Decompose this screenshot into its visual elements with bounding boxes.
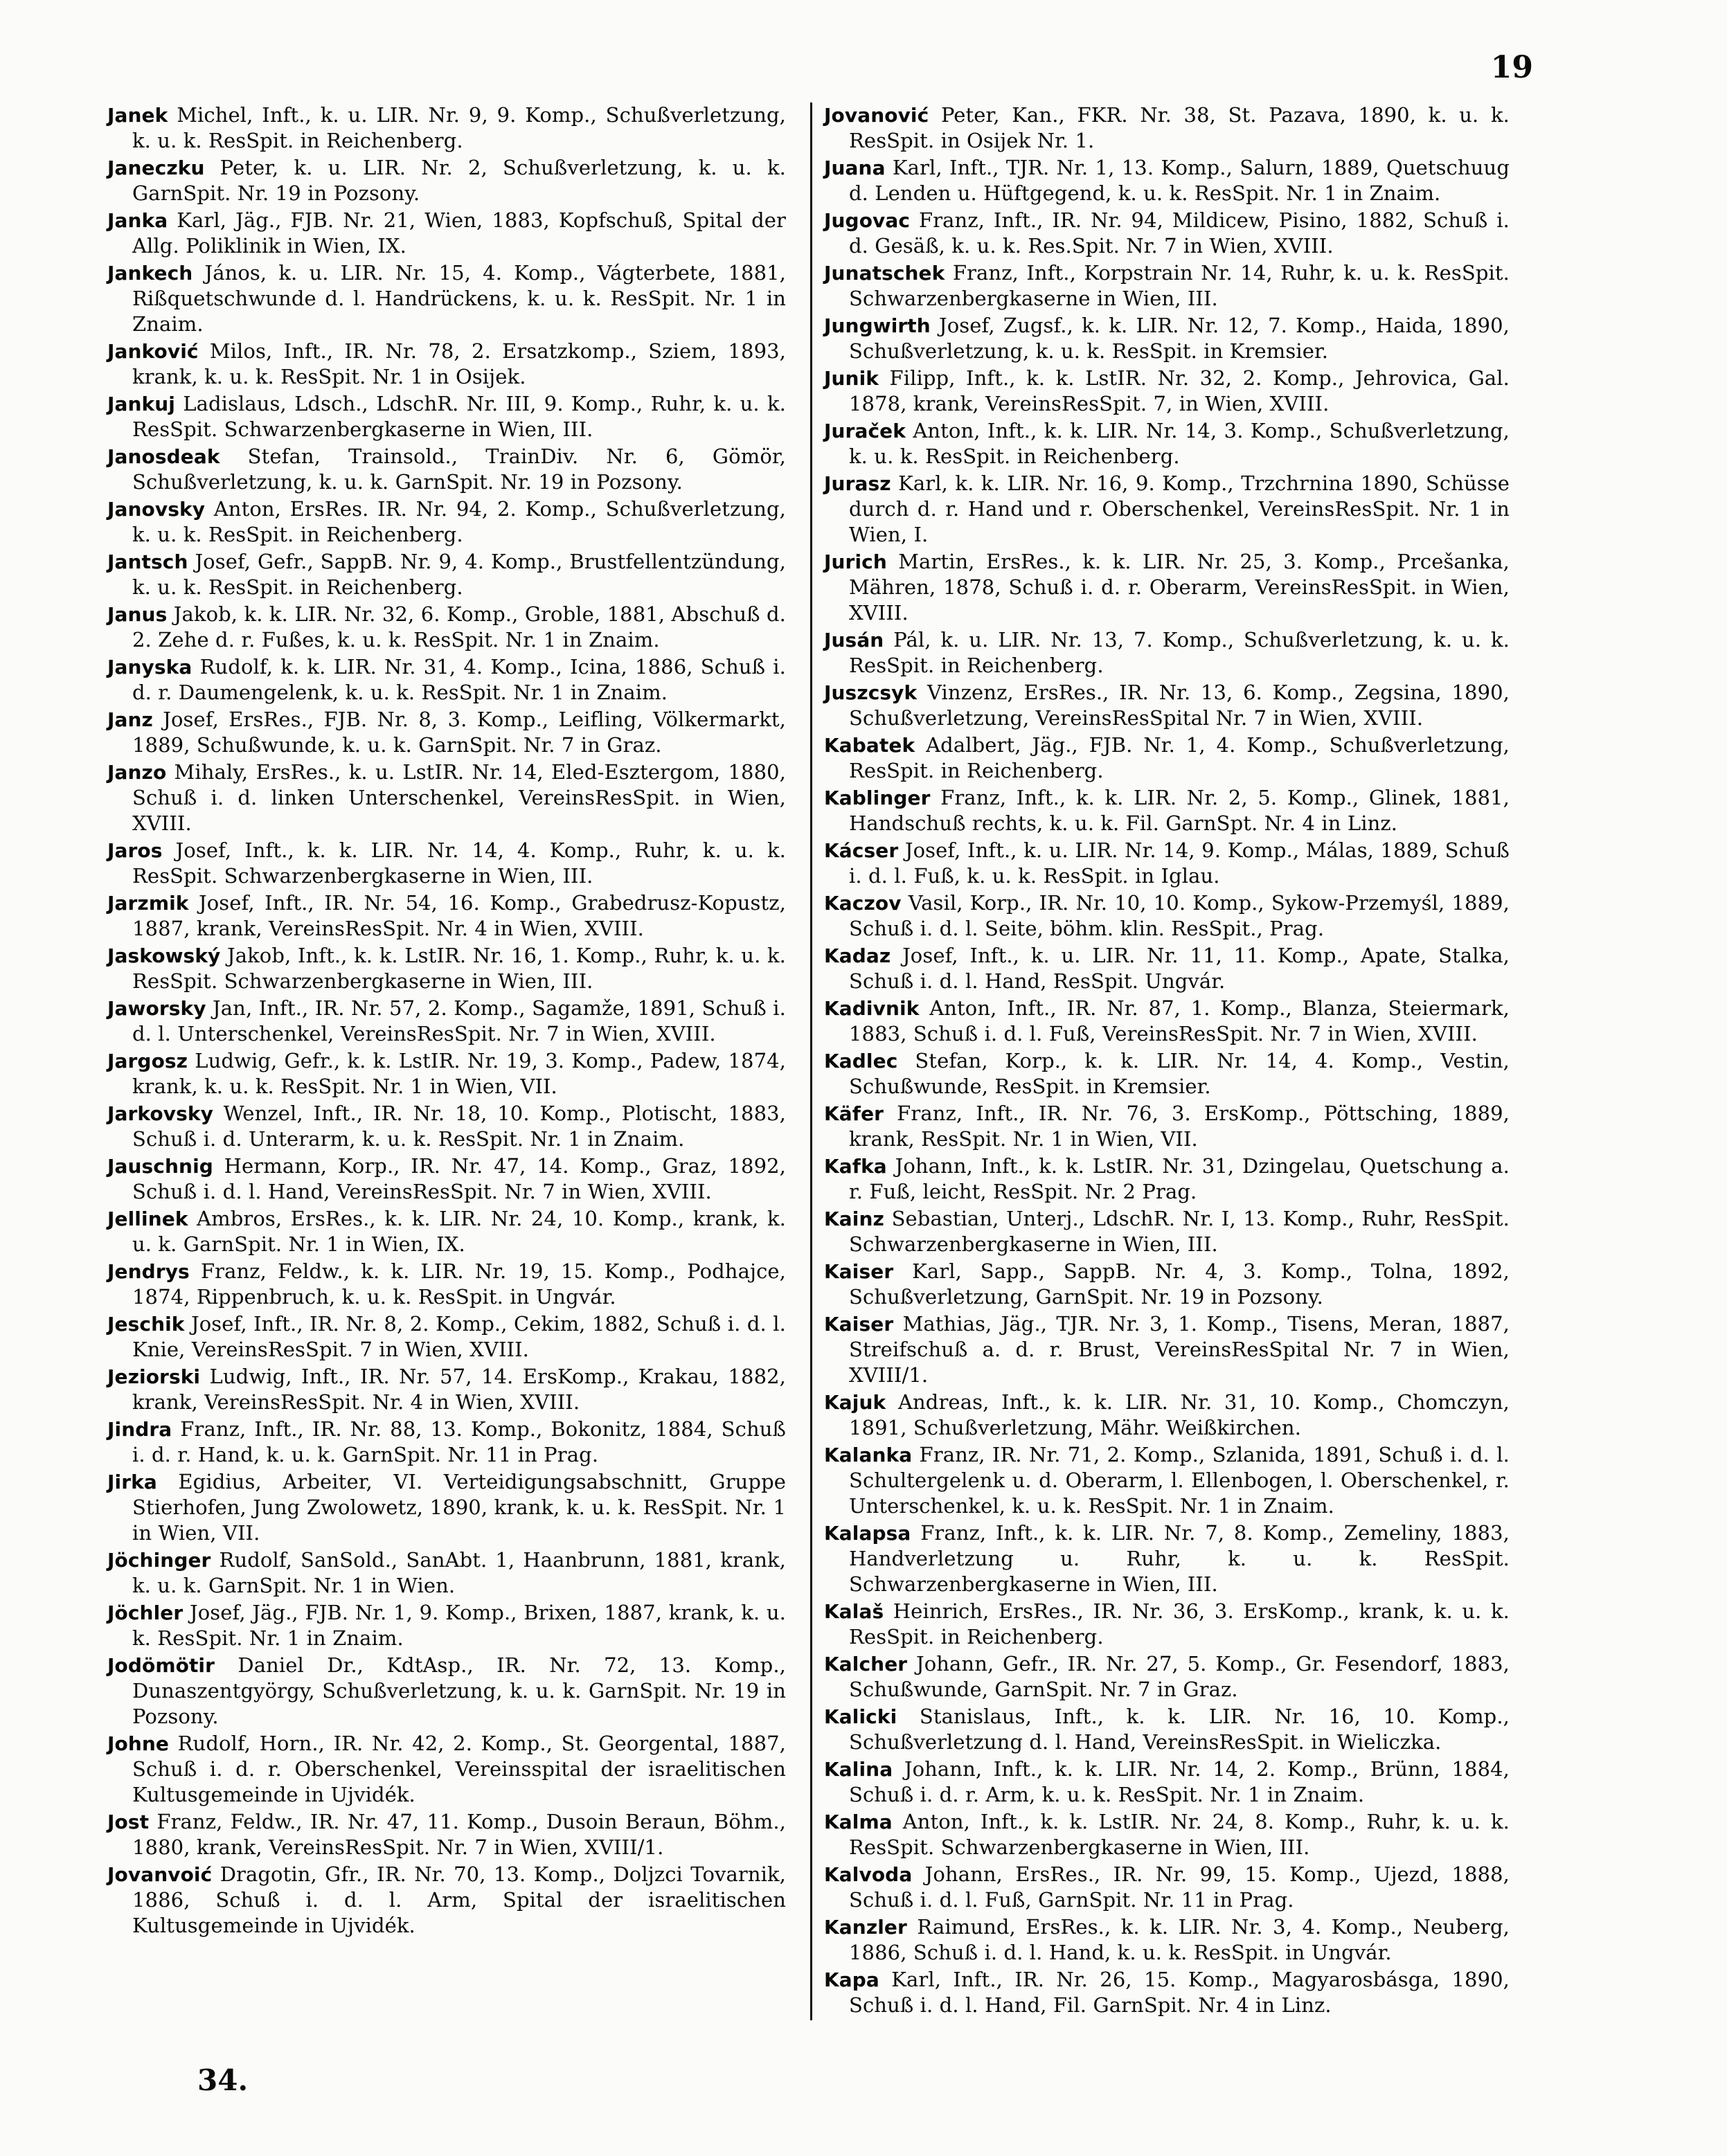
entry-text: Franz, Feldw., IR. Nr. 47, 11. Komp., Dusoin Beraun, Böhm., 1880, krank, VereinsResSpit. Nr. 7 in Wien, XVIII/1. [132, 1810, 786, 1859]
entry [824, 943, 1510, 994]
entry-name: Jöchler [107, 1601, 184, 1624]
entry [107, 943, 786, 994]
entry [107, 1809, 786, 1860]
entry-name: Jankuj [107, 393, 175, 415]
entry-text: János, k. u. LIR. Nr. 15, 4. Komp., Vágterbete, 1881, Rißquetschwunde d. l. Handrückens, k. u. k. ResSpit. Nr. 1 in Znaim. [132, 261, 786, 336]
entry-text: Johann, Inft., k. k. LstIR. Nr. 31, Dzingelau, Quetschung a. r. Fuß, leicht, ResSpit. Nr. 2 Prag. [849, 1154, 1510, 1203]
entry-name: Kalvoda [824, 1863, 913, 1886]
entry-text: Adalbert, Jäg., FJB. Nr. 1, 4. Komp., Schußverletzung, ResSpit. in Reichenberg. [849, 733, 1510, 782]
entry-name: Jindra [107, 1418, 172, 1441]
entry [824, 1259, 1510, 1310]
entry-name: Jusán [824, 629, 884, 652]
entry [824, 1651, 1510, 1703]
entry-text: Peter, Kan., FKR. Nr. 38, St. Pazava, 1890, k. u. k. ResSpit. in Osijek Nr. 1. [849, 103, 1510, 152]
entry [107, 602, 786, 653]
entry [107, 1101, 786, 1152]
entry-name: Jovanvoić [107, 1863, 213, 1886]
entry-text: Stefan, Korp., k. k. LIR. Nr. 14, 4. Komp., Vestin, Schußwunde, ResSpit. in Kremsier. [849, 1049, 1510, 1098]
entry-name: Jugovac [824, 209, 911, 232]
entry [824, 1704, 1510, 1755]
entry-text: Jan, Inft., IR. Nr. 57, 2. Komp., Sagamže, 1891, Schuß i. d. l. Unterschenkel, VereinsResSpit. Nr. 7 in Wien, XVIII. [132, 996, 787, 1045]
entry [824, 471, 1510, 548]
entry-text: Dragotin, Gfr., IR. Nr. 70, 13. Komp., Doljzci Tovarnik, 1886, Schuß i. d. l. Arm, Spital der israelitischen Kultusgemeinde in Ujvidék. [132, 1862, 786, 1937]
entry-name: Jeziorski [107, 1365, 201, 1388]
entry-text: Karl, k. k. LIR. Nr. 16, 9. Komp., Trzchrnina 1890, Schüsse durch d. r. Hand und r. Oberschenkel, VereinsResSpit. Nr. 1 in Wien, I. [849, 471, 1510, 546]
entry-text: Stefan, Trainsold., TrainDiv. Nr. 6, Gömör, Schußverletzung, k. u. k. GarnSpit. Nr. 19 in Pozsony. [132, 444, 786, 494]
entry-name: Kablinger [824, 787, 931, 809]
entry-name: Kapa [824, 1968, 879, 1991]
entry-name: Jeschik [107, 1313, 185, 1336]
entry-name: Kabatek [824, 734, 915, 757]
entry-text: Anton, Inft., k. k. LstIR. Nr. 24, 8. Komp., Ruhr, k. u. k. ResSpit. Schwarzenbergkaserne in Wien, III. [849, 1810, 1510, 1859]
entry [824, 1520, 1510, 1597]
entry-text: Franz, IR. Nr. 71, 2. Komp., Szlanida, 1891, Schuß i. d. l. Schultergelenk u. d. Oberarm, l. Ellenbogen, l. Oberschenkel, r. Unterschenkel, k. u. k. ResSpit. Nr. 1 in Znaim. [849, 1443, 1510, 1518]
entry-name: Janosdeak [107, 445, 220, 468]
entry-text: Hermann, Korp., IR. Nr. 47, 14. Komp., Graz, 1892, Schuß i. d. l. Hand, VereinsResSpit. Nr. 7 in Wien, XVIII. [132, 1154, 786, 1203]
entry-name: Jirka [107, 1471, 157, 1493]
entry-name: Janzo [107, 761, 167, 784]
entry [107, 339, 786, 390]
entry-name: Kalcher [824, 1653, 908, 1676]
entry-name: Jantsch [107, 550, 188, 573]
entry [824, 627, 1510, 679]
entry [107, 890, 786, 942]
page-number: 19 [1490, 50, 1533, 85]
entry-text: Anton, ErsRes. IR. Nr. 94, 2. Komp., Schußverletzung, k. u. k. ResSpit. in Reichenberg. [132, 497, 786, 546]
entry-text: Vinzenz, ErsRes., IR. Nr. 13, 6. Komp., Zegsina, 1890, Schußverletzung, VereinsResSpital Nr. 7 in Wien, XVIII. [849, 681, 1510, 730]
entry [107, 1469, 786, 1546]
entry [107, 838, 786, 889]
entry-text: Johann, Gefr., IR. Nr. 27, 5. Komp., Gr. Fesendorf, 1883, Schußwunde, GarnSpit. Nr. 7 in Graz. [849, 1652, 1510, 1701]
entry-name: Jost [107, 1811, 150, 1833]
entry-text: Karl, Inft., TJR. Nr. 1, 13. Komp., Salurn, 1889, Quetschuug d. Lenden u. Hüftgegend, k. u. k. ResSpit. Nr. 1 in Znaim. [849, 156, 1510, 205]
entry [824, 1206, 1510, 1257]
entry-text: Karl, Sapp., SappB. Nr. 4, 3. Komp., Tolna, 1892, Schußverletzung, GarnSpit. Nr. 19 in Pozsony. [849, 1259, 1510, 1309]
entry [107, 208, 786, 259]
entry-name: Kalina [824, 1758, 893, 1781]
entry [824, 102, 1510, 154]
entry [824, 366, 1510, 417]
column-divider [810, 102, 812, 2020]
entry-text: Franz, Inft., k. k. LIR. Nr. 2, 5. Komp., Glinek, 1881, Handschuß rechts, k. u. k. Fil. GarnSpt. Nr. 4 in Linz. [849, 786, 1510, 835]
entry-text: Sebastian, Unterj., LdschR. Nr. I, 13. Komp., Ruhr, ResSpit. Schwarzenbergkaserne in Wien, III. [849, 1207, 1510, 1256]
entry-name: Jöchinger [107, 1549, 211, 1572]
entry-name: Jodömötir [107, 1654, 215, 1677]
entry-name: Kalicki [824, 1705, 897, 1728]
entry-text: Ambros, ErsRes., k. k. LIR. Nr. 24, 10. Komp., krank, k. u. k. GarnSpit. Nr. 1 in Wien, IX. [132, 1207, 786, 1256]
entry-name: Juszcsyk [824, 681, 918, 704]
entry-text: Heinrich, ErsRes., IR. Nr. 36, 3. ErsKomp., krank, k. u. k. ResSpit. in Reichenberg. [849, 1599, 1510, 1649]
entry-name: Kácser [824, 839, 899, 862]
entry-text: Josef, Gefr., SappB. Nr. 9, 4. Komp., Brustfellentzündung, k. u. k. ResSpit. in Reichenberg. [132, 550, 786, 599]
entry [824, 260, 1510, 312]
entry [107, 1731, 786, 1808]
entry-name: Kainz [824, 1207, 884, 1230]
entry [107, 1311, 786, 1363]
entry-name: Janković [107, 340, 199, 363]
entry [824, 1311, 1510, 1388]
entry-name: Janyska [107, 656, 193, 679]
entry-text: Anton, Inft., IR. Nr. 87, 1. Komp., Blanza, Steiermark, 1883, Schuß i. d. l. Fuß, VereinsResSpit. Nr. 7 in Wien, XVIII. [849, 996, 1510, 1045]
entry [824, 733, 1510, 784]
entry-name: Kanzler [824, 1916, 907, 1939]
entry [107, 1206, 786, 1257]
entry-name: Jendrys [107, 1260, 190, 1283]
entry [824, 838, 1510, 889]
entry [824, 1862, 1510, 1913]
entry-name: Käfer [824, 1102, 884, 1125]
entry-name: Jovanović [824, 104, 929, 127]
entry-text: Josef, Jäg., FJB. Nr. 1, 9. Komp., Brixen, 1887, krank, k. u. k. ResSpit. Nr. 1 in Znaim. [132, 1601, 786, 1650]
entry-text: Josef, Inft., k. k. LIR. Nr. 14, 4. Komp., Ruhr, k. u. k. ResSpit. Schwarzenbergkaserne in Wien, III. [132, 838, 786, 888]
entry [824, 785, 1510, 836]
entry-text: Mathias, Jäg., TJR. Nr. 3, 1. Komp., Tisens, Meran, 1887, Streifschuß a. d. r. Brust, VereinsResSpital Nr. 7 in Wien, XVIII/1. [849, 1312, 1510, 1387]
entry [824, 1599, 1510, 1650]
entry [107, 1259, 786, 1310]
entry-text: Michel, Inft., k. u. LIR. Nr. 9, 9. Komp., Schußverletzung, k. u. k. ResSpit. in Reichenberg. [132, 103, 786, 152]
entry-name: Jaskowský [107, 944, 221, 967]
entry [824, 313, 1510, 364]
entry-name: Johne [107, 1732, 170, 1755]
entry-name: Jaworsky [107, 997, 206, 1020]
entry-name: Kadaz [824, 944, 891, 967]
entry [824, 1153, 1510, 1205]
entry-text: Peter, k. u. LIR. Nr. 2, Schußverletzung, k. u. k. GarnSpit. Nr. 19 in Pozsony. [132, 156, 786, 205]
entry-name: Jankech [107, 262, 193, 285]
entry [107, 549, 786, 600]
entry [107, 1048, 786, 1099]
entry-name: Juraček [824, 420, 906, 442]
entry-text: Vasil, Korp., IR. Nr. 10, 10. Komp., Sykow-Przemyśl, 1889, Schuß i. d. l. Seite, böhm. klin. ResSpit., Prag. [849, 891, 1510, 940]
entry-text: Ludwig, Inft., IR. Nr. 57, 14. ErsKomp., Krakau, 1882, krank, VereinsResSpit. Nr. 4 in Wien, XVIII. [132, 1365, 786, 1414]
entry [107, 654, 786, 706]
entry-text: Johann, ErsRes., IR. Nr. 99, 15. Komp., Ujezd, 1888, Schuß i. d. l. Fuß, GarnSpit. Nr. 11 in Prag. [849, 1862, 1510, 1912]
entry [824, 996, 1510, 1047]
entry [107, 1653, 786, 1730]
entry-text: Franz, Inft., IR. Nr. 76, 3. ErsKomp., Pöttsching, 1889, krank, ResSpit. Nr. 1 in Wien, VII. [849, 1102, 1510, 1151]
entry-name: Kalma [824, 1811, 893, 1833]
entry-text: Wenzel, Inft., IR. Nr. 18, 10. Komp., Plotischt, 1883, Schuß i. d. Unterarm, k. u. k. ResSpit. Nr. 1 in Znaim. [132, 1102, 786, 1151]
entry-name: Kaiser [824, 1313, 894, 1336]
entry-name: Jurasz [824, 472, 891, 495]
entry-name: Jargosz [107, 1050, 188, 1072]
entry-name: Junik [824, 367, 879, 390]
signature-mark: 34. [197, 2063, 249, 2097]
entry-text: Franz, Inft., Korpstrain Nr. 14, Ruhr, k. u. k. ResSpit. Schwarzenbergkaserne in Wien, III. [849, 261, 1510, 310]
entry-text: Rudolf, Horn., IR. Nr. 42, 2. Komp., St. Georgental, 1887, Schuß i. d. r. Oberschenkel, Vereinsspital der israelitischen Kultusgemeinde in Ujvidék. [132, 1732, 786, 1806]
entry-name: Kalapsa [824, 1522, 911, 1545]
entry-text: Josef, Inft., k. u. LIR. Nr. 11, 11. Komp., Apate, Stalka, Schuß i. d. l. Hand, ResSpit. Ungvár. [849, 944, 1510, 993]
entry-name: Kafka [824, 1155, 887, 1178]
entry-text: Josef, Inft., k. u. LIR. Nr. 14, 9. Komp., Málas, 1889, Schuß i. d. l. Fuß, k. u. k. ResSpit. in Iglau. [849, 838, 1510, 888]
entry-text: Martin, ErsRes., k. k. LIR. Nr. 25, 3. Komp., Prcešanka, Mähren, 1878, Schuß i. d. r. Oberarm, VereinsResSpit. in Wien, XVIII. [849, 550, 1510, 625]
right-column [824, 102, 1510, 2020]
entry [107, 102, 786, 154]
entry [107, 155, 786, 206]
entry-text: Franz, Inft., IR. Nr. 88, 13. Komp., Bokonitz, 1884, Schuß i. d. r. Hand, k. u. k. GarnSpit. Nr. 11 in Prag. [132, 1417, 786, 1466]
entry-name: Jarkovsky [107, 1102, 213, 1125]
entry-name: Jarzmik [107, 892, 189, 915]
entry-text: Karl, Inft., IR. Nr. 26, 15. Komp., Magyarosbásga, 1890, Schuß i. d. l. Hand, Fil. GarnSpit. Nr. 4 in Linz. [849, 1968, 1510, 2017]
entry [824, 1048, 1510, 1099]
entry-name: Kalaš [824, 1600, 884, 1623]
entry [107, 1417, 786, 1468]
entry [824, 1442, 1510, 1519]
entry [824, 1390, 1510, 1441]
entry-text: Ludwig, Gefr., k. k. LstIR. Nr. 19, 3. Komp., Padew, 1874, krank, k. u. k. ResSpit. Nr. 1 in Wien, VII. [132, 1049, 787, 1098]
entry-name: Kalanka [824, 1444, 913, 1466]
entry-name: Jauschnig [107, 1155, 213, 1178]
entry [107, 391, 786, 442]
entry-name: Juana [824, 156, 886, 179]
entry-name: Jungwirth [824, 314, 931, 337]
entry [107, 1547, 786, 1599]
entry-name: Kadlec [824, 1050, 898, 1072]
entry-name: Janeczku [107, 156, 205, 179]
entry-text: Franz, Inft., k. k. LIR. Nr. 7, 8. Komp., Zemeliny, 1883, Handverletzung u. Ruhr, k. u. k. ResSpit. Schwarzenbergkaserne in Wien, III. [849, 1521, 1510, 1596]
left-column [107, 102, 786, 1940]
entry [824, 1101, 1510, 1152]
entry-text: Johann, Inft., k. k. LIR. Nr. 14, 2. Komp., Brünn, 1884, Schuß i. d. r. Arm, k. u. k. ResSpit. Nr. 1 in Znaim. [849, 1757, 1510, 1806]
entry-text: Andreas, Inft., k. k. LIR. Nr. 31, 10. Komp., Chomczyn, 1891, Schußverletzung, Mähr. Weißkirchen. [849, 1390, 1510, 1439]
entry-text: Raimund, ErsRes., k. k. LIR. Nr. 3, 4. Komp., Neuberg, 1886, Schuß i. d. l. Hand, k. u. k. ResSpit. in Ungvár. [849, 1915, 1510, 1964]
entry [824, 680, 1510, 731]
entry-text: Karl, Jäg., FJB. Nr. 21, Wien, 1883, Kopfschuß, Spital der Allg. Poliklinik in Wien, IX. [132, 208, 786, 258]
entry [107, 496, 786, 548]
entry-text: Stanislaus, Inft., k. k. LIR. Nr. 16, 10. Komp., Schußverletzung d. l. Hand, VereinsResSpit. in Wieliczka. [849, 1705, 1510, 1754]
entry-name: Kajuk [824, 1391, 886, 1414]
entry-text: Daniel Dr., KdtAsp., IR. Nr. 72, 13. Komp., Dunaszentgyörgy, Schußverletzung, k. u. k. GarnSpit. Nr. 19 in Pozsony. [132, 1653, 786, 1728]
entry-text: Anton, Inft., k. k. LIR. Nr. 14, 3. Komp., Schußverletzung, k. u. k. ResSpit. in Reichenberg. [849, 419, 1510, 468]
entry-name: Janek [107, 104, 168, 127]
entry [824, 549, 1510, 626]
entry [824, 418, 1510, 469]
entry-text: Franz, Feldw., k. k. LIR. Nr. 19, 15. Komp., Podhajce, 1874, Rippenbruch, k. u. k. ResSpit. in Ungvár. [132, 1259, 786, 1309]
entry-text: Egidius, Arbeiter, VI. Verteidigungsabschnitt, Gruppe Stierhofen, Jung Zwolowetz, 1890, krank, k. u. k. ResSpit. Nr. 1 in Wien, VII. [132, 1470, 786, 1545]
entry-name: Janus [107, 603, 168, 626]
entry-name: Kaczov [824, 892, 902, 915]
entry-name: Janka [107, 209, 168, 232]
entry-text: Josef, Inft., IR. Nr. 8, 2. Komp., Cekim, 1882, Schuß i. d. l. Knie, VereinsResSpit. 7 in Wien, XVIII. [132, 1312, 786, 1361]
entry-text: Franz, Inft., IR. Nr. 94, Mildicew, Pisino, 1882, Schuß i. d. Gesäß, k. u. k. Res.Spit. Nr. 7 in Wien, XVIII. [849, 208, 1510, 258]
entry [824, 208, 1510, 259]
entry-name: Jaros [107, 839, 163, 862]
entry [107, 260, 786, 337]
entry-name: Kaiser [824, 1260, 894, 1283]
entry-text: Jakob, k. k. LIR. Nr. 32, 6. Komp., Groble, 1881, Abschuß d. 2. Zehe d. r. Fußes, k. u. k. ResSpit. Nr. 1 in Znaim. [132, 602, 787, 652]
entry-text: Ladislaus, Ldsch., LdschR. Nr. III, 9. Komp., Ruhr, k. u. k. ResSpit. Schwarzenbergkaserne in Wien, III. [132, 392, 786, 441]
entry [824, 890, 1510, 942]
entry-text: Jakob, Inft., k. k. LstIR. Nr. 16, 1. Komp., Ruhr, k. u. k. ResSpit. Schwarzenbergkaserne in Wien, III. [132, 944, 786, 993]
entry-name: Janovsky [107, 498, 206, 521]
entry [107, 1153, 786, 1205]
entry-text: Mihaly, ErsRes., k. u. LstIR. Nr. 14, Eled-Esztergom, 1880, Schuß i. d. linken Unterschenkel, VereinsResSpit. in Wien, XVIII. [132, 760, 786, 835]
entry [107, 760, 786, 836]
entry-text: Pál, k. u. LIR. Nr. 13, 7. Komp., Schußverletzung, k. u. k. ResSpit. in Reichenberg. [849, 628, 1510, 677]
entry-name: Junatschek [824, 262, 945, 285]
entry-name: Jellinek [107, 1207, 188, 1230]
entry-text: Rudolf, k. k. LIR. Nr. 31, 4. Komp., Icina, 1886, Schuß i. d. r. Daumengelenk, k. u. k. ResSpit. Nr. 1 in Znaim. [132, 655, 786, 704]
entry-name: Jurich [824, 550, 887, 573]
entry-text: Josef, Inft., IR. Nr. 54, 16. Komp., Grabedrusz-Kopustz, 1887, krank, VereinsResSpit. Nr. 4 in Wien, XVIII. [132, 891, 786, 940]
entry [824, 155, 1510, 206]
entry [824, 1914, 1510, 1966]
entry [107, 707, 786, 758]
entry [107, 1364, 786, 1415]
entry-text: Milos, Inft., IR. Nr. 78, 2. Ersatzkomp., Sziem, 1893, krank, k. u. k. ResSpit. Nr. 1 in Osijek. [132, 339, 786, 388]
entry [107, 996, 786, 1047]
entry [824, 1967, 1510, 2018]
entry [107, 1600, 786, 1651]
entry [107, 444, 786, 495]
entry-name: Janz [107, 708, 153, 731]
entry [824, 1809, 1510, 1860]
entry-text: Filipp, Inft., k. k. LstIR. Nr. 32, 2. Komp., Jehrovica, Gal. 1878, krank, VereinsResSpit. 7, in Wien, XVIII. [849, 366, 1510, 415]
entry [107, 1862, 786, 1939]
entry-text: Josef, ErsRes., FJB. Nr. 8, 3. Komp., Leifling, Völkermarkt, 1889, Schußwunde, k. u. k. GarnSpit. Nr. 7 in Graz. [132, 708, 786, 757]
entry-text: Rudolf, SanSold., SanAbt. 1, Haanbrunn, 1881, krank, k. u. k. GarnSpit. Nr. 1 in Wien. [132, 1548, 786, 1597]
entry-text: Josef, Zugsf., k. k. LIR. Nr. 12, 7. Komp., Haida, 1890, Schußverletzung, k. u. k. ResSpit. in Kremsier. [849, 314, 1510, 363]
entry-name: Kadivnik [824, 997, 920, 1020]
entry [824, 1757, 1510, 1808]
